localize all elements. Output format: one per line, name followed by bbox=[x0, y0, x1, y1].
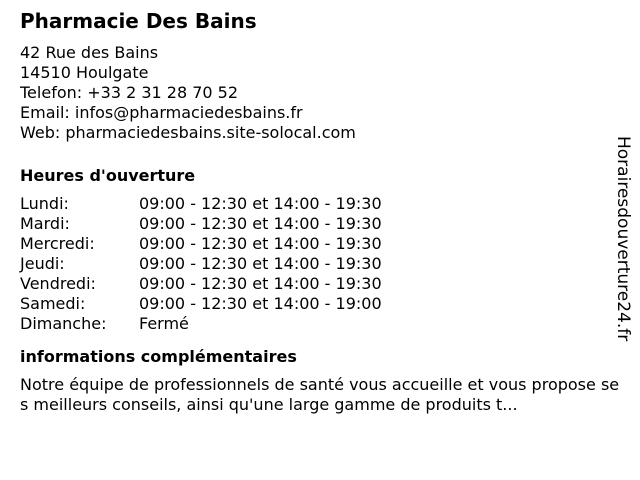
business-card bbox=[20, 9, 620, 415]
day-hours: Fermé bbox=[139, 314, 189, 333]
site-watermark: Horairesdouverture24.fr bbox=[613, 136, 633, 342]
day-label: Samedi: bbox=[20, 294, 86, 313]
info-heading: informations complémentaires bbox=[20, 347, 297, 366]
info-description: Notre équipe de professionnels de santé vous accueille et vous propose ses meilleurs conseils, ainsi qu'une large gamme de produits t... bbox=[20, 375, 620, 414]
email-line[interactable]: Email: infos@pharmaciedesbains.fr bbox=[20, 103, 303, 122]
hours-table bbox=[20, 194, 610, 334]
day-hours: 09:00 - 12:30 et 14:00 - 19:30 bbox=[139, 214, 382, 233]
address-city: 14510 Houlgate bbox=[20, 63, 149, 82]
hours-row-vendredi bbox=[20, 274, 610, 294]
address-street: 42 Rue des Bains bbox=[20, 43, 159, 62]
web-line[interactable]: Web: pharmaciedesbains.site-solocal.com bbox=[20, 123, 356, 142]
hours-row-lundi bbox=[20, 194, 610, 214]
hours-row-dimanche bbox=[20, 314, 610, 334]
hours-row-mardi bbox=[20, 214, 610, 234]
hours-heading: Heures d'ouverture bbox=[20, 166, 196, 185]
day-hours: 09:00 - 12:30 et 14:00 - 19:30 bbox=[139, 234, 382, 253]
day-label: Jeudi: bbox=[20, 254, 65, 273]
day-label: Vendredi: bbox=[20, 274, 96, 293]
hours-row-samedi bbox=[20, 294, 610, 314]
day-hours: 09:00 - 12:30 et 14:00 - 19:30 bbox=[139, 254, 382, 273]
business-name: Pharmacie Des Bains bbox=[20, 9, 257, 33]
day-label: Mardi: bbox=[20, 214, 70, 233]
hours-row-jeudi bbox=[20, 254, 610, 274]
phone-line[interactable]: Telefon: +33 2 31 28 70 52 bbox=[20, 83, 239, 102]
hours-row-mercredi bbox=[20, 234, 610, 254]
day-hours: 09:00 - 12:30 et 14:00 - 19:30 bbox=[139, 274, 382, 293]
day-hours: 09:00 - 12:30 et 14:00 - 19:30 bbox=[139, 194, 382, 213]
day-label: Lundi: bbox=[20, 194, 69, 213]
day-hours: 09:00 - 12:30 et 14:00 - 19:00 bbox=[139, 294, 382, 313]
contact-block bbox=[20, 43, 610, 143]
day-label: Dimanche: bbox=[20, 314, 107, 333]
day-label: Mercredi: bbox=[20, 234, 95, 253]
